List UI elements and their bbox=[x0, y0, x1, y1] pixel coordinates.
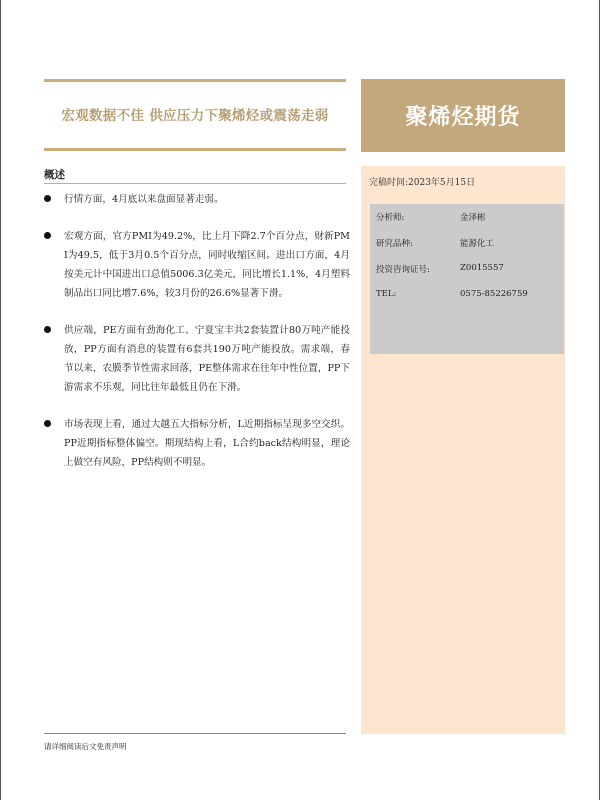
bullet-dot-icon bbox=[44, 420, 51, 427]
bullet-item-market bbox=[44, 190, 350, 209]
analyst-info-box bbox=[370, 204, 564, 354]
footer-rule bbox=[44, 733, 346, 734]
page-border-left bbox=[0, 0, 1, 800]
summary-heading: 概述 bbox=[44, 169, 65, 181]
info-label: TEL: bbox=[376, 289, 397, 299]
info-value: 金泽彬 bbox=[460, 213, 486, 223]
bullet-dot-icon bbox=[44, 326, 51, 333]
title-rule-bottom bbox=[44, 148, 346, 151]
info-value: 0575-85226759 bbox=[460, 289, 528, 299]
bullet-item-supply-demand bbox=[44, 321, 350, 397]
completion-date: 完稿时间:2023年5月15日 bbox=[369, 178, 476, 188]
title-rule-top bbox=[44, 79, 346, 82]
bullet-item-market-performance bbox=[44, 415, 350, 472]
summary-bullet-list bbox=[44, 190, 350, 490]
info-label: 投资咨询证号: bbox=[376, 265, 430, 275]
info-value: 能源化工 bbox=[460, 239, 495, 249]
bullet-item-macro bbox=[44, 227, 350, 303]
report-title: 宏观数据不佳 供应压力下聚烯烃或震荡走弱 bbox=[61, 108, 329, 124]
bullet-text: 市场表现上看，通过大越五大指标分析，L近期指标呈现多空交织。PP近期指标整体偏空。期现结构上看，L合约back结构明显，理论上做空有风险，PP结构则不明显。 bbox=[64, 419, 350, 468]
bullet-text: 行情方面，4月底以来盘面显著走弱。 bbox=[64, 194, 224, 205]
info-label: 研究品种: bbox=[376, 239, 413, 249]
info-value: Z0015557 bbox=[460, 263, 504, 273]
info-label: 分析师: bbox=[376, 213, 405, 223]
brand-title: 聚烯烃期货 bbox=[405, 105, 521, 130]
bullet-dot-icon bbox=[44, 232, 51, 239]
bullet-dot-icon bbox=[44, 195, 51, 202]
bullet-text: 宏观方面，官方PMI为49.2%，比上月下降2.7个百分点，财新PMI为49.5，低于3月0.5个百分点，同时收缩区间。进出口方面，4月按美元计中国进出口总值5006.3亿美元，同比增长1.1%，4月塑料制品出口同比增7.6%，较3月份的26.6%显著下滑。 bbox=[64, 231, 350, 299]
bullet-text: 供应端，PE方面有劲海化工、宁夏宝丰共2套装置计80万吨产能投放，PP方面有消息的装置有6套共190万吨产能投放。需求端，春节以来，农膜季节性需求回落，PE整体需求在往年中性位置，PP下游需求不乐观，同比往年最低且仍在下滑。 bbox=[64, 325, 350, 393]
footer-disclaimer: 请详细阅读后文免责声明 bbox=[44, 742, 127, 751]
brand-banner bbox=[361, 79, 565, 152]
summary-rule bbox=[44, 183, 346, 184]
